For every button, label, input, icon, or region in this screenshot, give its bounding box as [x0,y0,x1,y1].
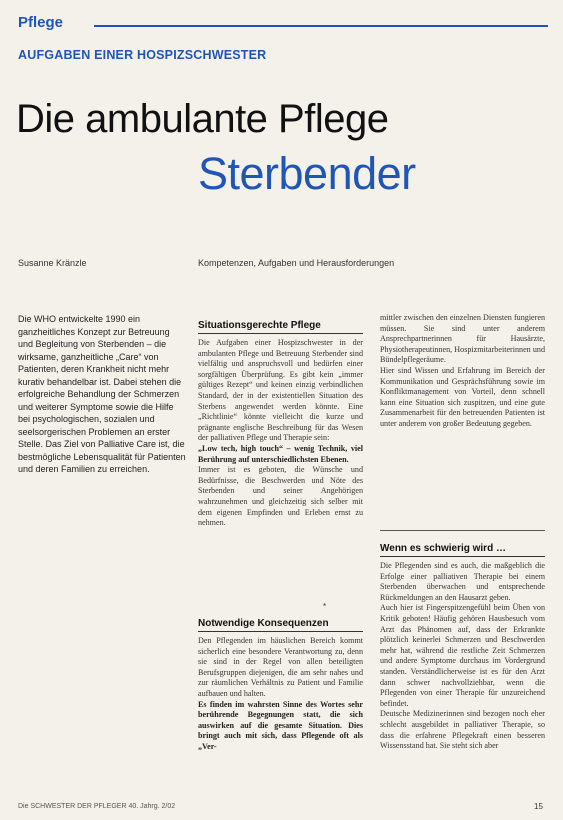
paragraph: Auch hier ist Fingerspitzengefühl beim Üben von Kritik geboten! Häufig gehören Hausbesuch vom Arzt das Phänomen auf, dass der Erkrankte plötzlich keinerlei Schmerzen und Beschwerden mehr hat, während die restliche Zeit Schmerzen und andere Symptome durchaus im Vordergrund standen. Verständlicherweise ist es für den Arzt dann schwer nachvollziehbar, wenn die Pflegenden von einer Therapie für unzureichend befindet. [380,603,545,708]
paragraph: Die Pflegenden sind es auch, die maßgeblich die Erfolge einer palliativen Therapie bei einem Sterbenden überwachen und entsprechende Rückmeldungen an den Hausarzt geben. [380,561,545,602]
page-number: 15 [534,802,543,811]
column-right-lower [380,543,545,752]
column-middle [198,320,363,529]
intro-text: Die WHO entwickelte 1990 ein ganzheitliches Konzept zur Betreuung und Begleitung von Sterbenden – die wirksame, ganzheitliche „Care“ von Patienten, deren Krankheit nicht mehr kurativ behandelbar ist. Dabei stehen die erfolgreiche Behandlung der Schmerzen und weiterer Symptome sowie die Hilfe bei psychologischen, sozialen und seelsorgerischen Problemen an erster Stelle. Das Ziel von Palliative Care ist, die bestmögliche Lebensqualität für Patienten und deren Familien zu erreichen. [18,314,186,474]
section-header [18,14,548,36]
paragraph-emphasis: Es finden im wahrsten Sinne des Wortes sehr berührende Begegnungen statt, die sich auswirken auf die gesamte Situation. Dies bringt auch mit sich, dass Pflegende oft als „Ver- [198,699,363,751]
paragraph: Deutsche Medizinerinnen sind bezogen noch eher schlecht ausgebildet in palliativer Therapie, so dass die erfahrene Pflegekraft einen besseren Wissensstand hat. Sie steht sich aber [380,709,545,751]
paragraph: Den Pflegenden im häuslichen Bereich kommt sicherlich eine besondere Verantwortung zu, denn sie sind in der Regel von allen beteiligten Berufsgruppen diejenigen, die am sehr nahes und zur räumlichen Verhältnis zu Patient und Familie aufbauen und halten. [198,636,363,698]
section-rule [94,25,548,27]
paragraph: Die Aufgaben einer Hospizschwester in der ambulanten Pflege und Betreuung Sterbender sind vielfältig und anspruchsvoll und bedürfen einer sorgfältigen Überprüfung. Es gibt kein „immer gültiges Rezept“ und keinen einzig verbindlichen Standard, der in der existentiellen Situation des Sterbens angewendet werden könnte. Eine „Richtlinie“ könnte vielleicht die kurze und prägnante englische Beschreibung für das Wesen der palliativen Pflege und Therapie sein: [198,338,363,443]
page-title-line1: Die ambulante Pflege [16,97,389,141]
subtitle: Kompetenzen, Aufgaben und Herausforderungen [198,258,395,268]
kicker: AUFGABEN EINER HOSPIZSCHWESTER [18,48,267,62]
author: Susanne Kränzle [18,258,87,268]
paragraph: mittler zwischen den einzelnen Diensten fungieren müssen. Sie sind unter anderem Ansprechpartnerinnen für Hausärzte, Physiotherapeutinnen, Hospizmitarbeiterinnen und Bündelpflegeräume. Hier sind Wissen und Erfahrung im Bereich der Kommunikation und Gesprächsführung sowie im Konfliktmanagement von Vorteil, denn schnell kann eine Situation sich zuspitzen, und eine gute Zusammenarbeit für den betreuenden Patienten ist unter anderem von großer Bedeutung gegeben. [380,313,545,428]
journal-footer: Die SCHWESTER DER PFLEGER 40. Jahrg. 2/02 [18,803,176,810]
column-right [380,313,545,430]
paragraph: Immer ist es geboten, die Wünsche und Bedürfnisse, die Beschwerden und Nöte des Sterbenden und seiner Angehörigen wahrzunehmen und gleichzeitig sich selber mit dem eigenen Empfinden und Erleben ernst zu nehmen. [198,465,363,528]
paragraph-emphasis: „Low tech, high touch“ – wenig Technik, viel Berührung auf unterschiedlichsten Ebenen. [198,443,363,464]
section-heading-wenn-es-schwierig-wird: Wenn es schwierig wird … [380,543,545,557]
divider [380,530,545,531]
ornament-mark: * [323,602,327,611]
page-title-line2: Sterbender [198,148,416,199]
section-label: Pflege [18,14,64,31]
section-heading-notwendige-konsequenzen: Notwendige Konsequenzen [198,618,363,632]
column-middle-lower [198,618,363,753]
section-heading-situationsgerechte-pflege: Situationsgerechte Pflege [198,320,363,334]
